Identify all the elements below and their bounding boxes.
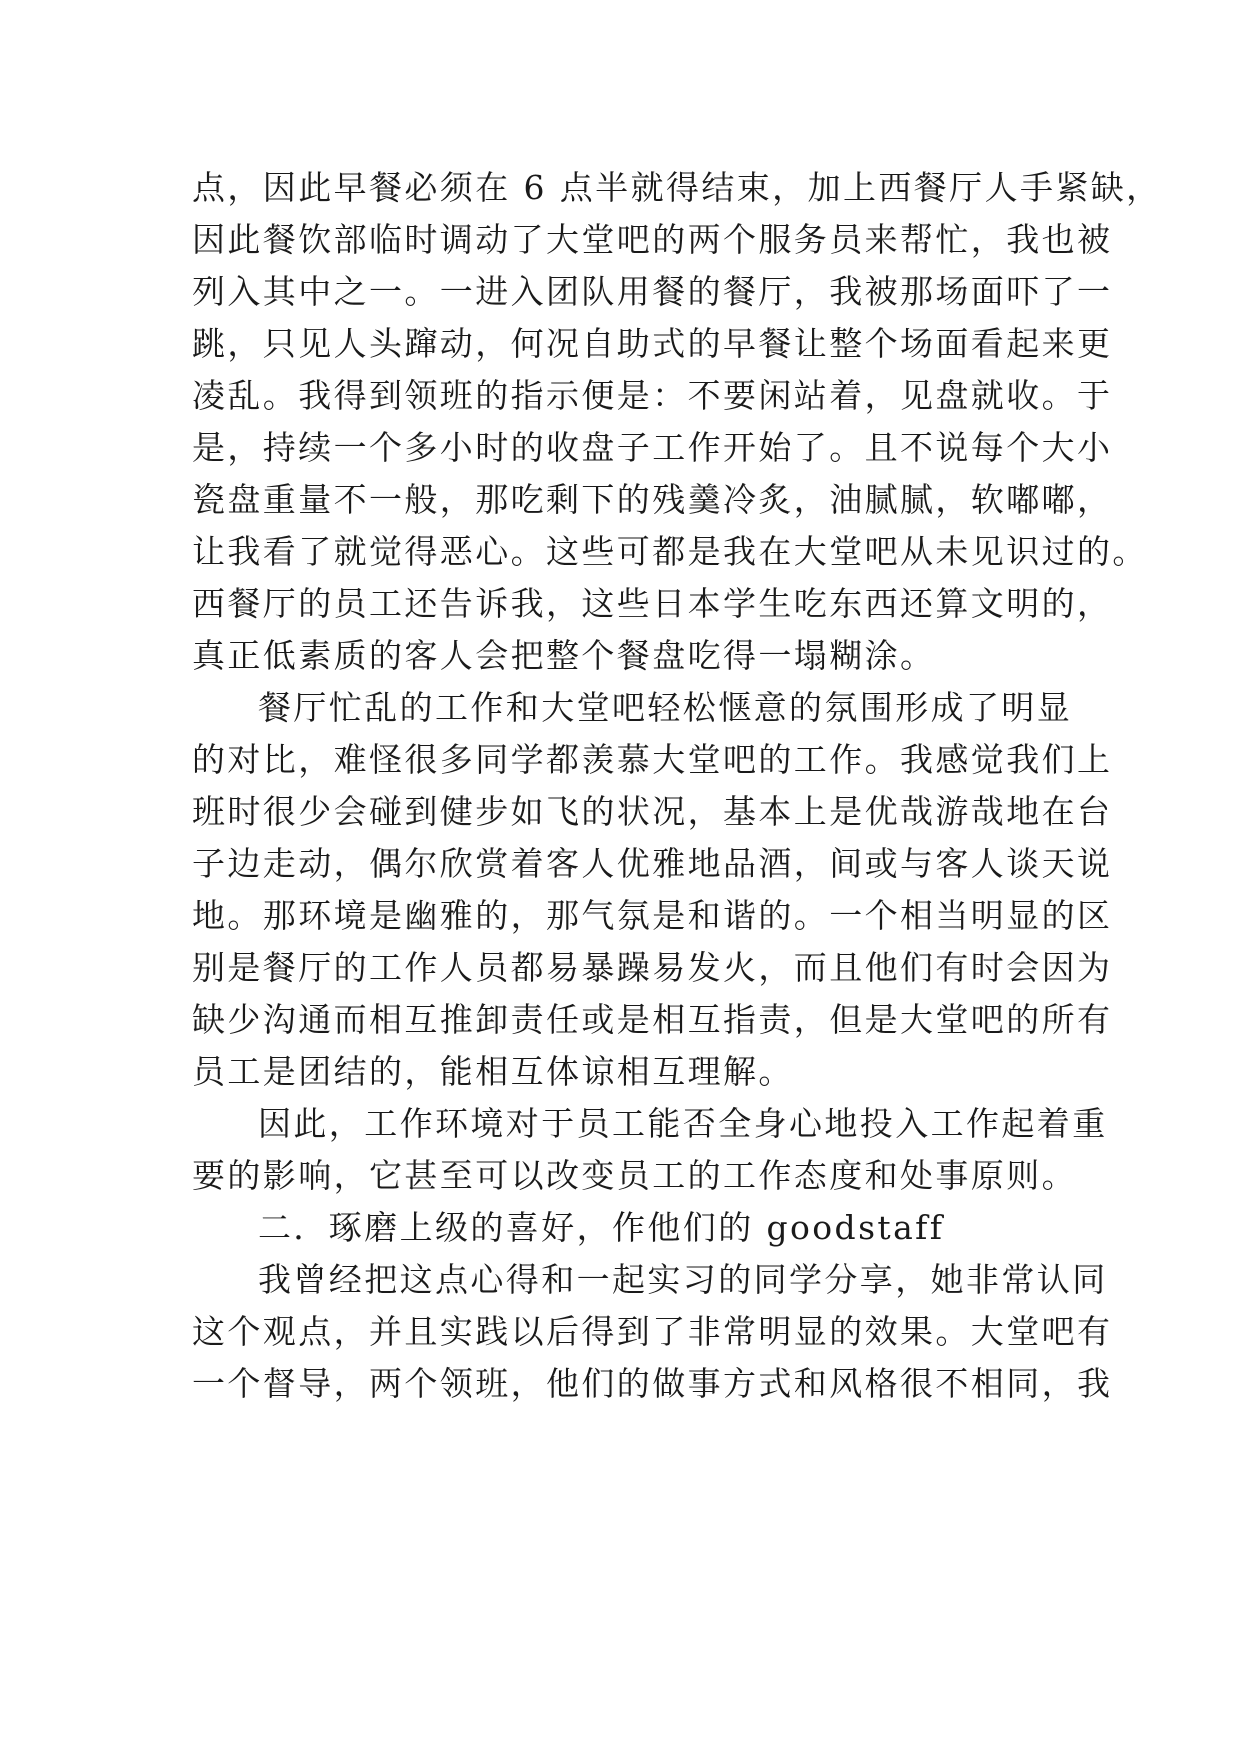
text-line-2: 因此餐饮部临时调动了大堂吧的两个服务员来帮忙，我也被 bbox=[192, 220, 1113, 259]
text-line-13: 班时很少会碰到健步如飞的状况，基本上是优哉游哉地在台 bbox=[192, 792, 1113, 831]
text-line-5: 凌乱。我得到领班的指示便是：不要闲站着，见盘就收。于 bbox=[192, 376, 1113, 415]
text-line-10: 真正低素质的客人会把整个餐盘吃得一塌糊涂。 bbox=[192, 636, 936, 675]
text-line-14: 子边走动，偶尔欣赏着客人优雅地品酒，间或与客人谈天说 bbox=[192, 844, 1113, 883]
text-line-9: 西餐厅的员工还告诉我，这些日本学生吃东西还算文明的， bbox=[192, 584, 1113, 623]
text-line-12: 的对比，难怪很多同学都羡慕大堂吧的工作。我感觉我们上 bbox=[192, 740, 1113, 779]
text-line-19: 因此，工作环境对于员工能否全身心地投入工作起着重 bbox=[258, 1104, 1108, 1143]
text-line-22: 我曾经把这点心得和一起实习的同学分享，她非常认同 bbox=[258, 1260, 1108, 1299]
text-line-18: 员工是团结的，能相互体谅相互理解。 bbox=[192, 1052, 794, 1091]
text-line-3: 列入其中之一。一进入团队用餐的餐厅，我被那场面吓了一 bbox=[192, 272, 1113, 311]
text-line-23: 这个观点，并且实践以后得到了非常明显的效果。大堂吧有 bbox=[192, 1312, 1113, 1351]
text-line-15: 地。那环境是幽雅的，那气氛是和谐的。一个相当明显的区 bbox=[192, 896, 1113, 935]
text-line-11: 餐厅忙乱的工作和大堂吧轻松惬意的氛围形成了明显 bbox=[258, 688, 1073, 727]
section-heading: 二．琢磨上级的喜好，作他们的 goodstaff bbox=[258, 1208, 945, 1247]
text-line-7: 瓷盘重量不一般，那吃剩下的残羹冷炙，油腻腻，软嘟嘟， bbox=[192, 480, 1113, 519]
text-line-6: 是，持续一个多小时的收盘子工作开始了。且不说每个大小 bbox=[192, 428, 1113, 467]
text-line-8: 让我看了就觉得恶心。这些可都是我在大堂吧从未见识过的。 bbox=[192, 532, 1148, 571]
body-text bbox=[192, 162, 1162, 1410]
text-line-16: 别是餐厅的工作人员都易暴躁易发火，而且他们有时会因为 bbox=[192, 948, 1113, 987]
text-line-20: 要的影响，它甚至可以改变员工的工作态度和处事原则。 bbox=[192, 1156, 1077, 1195]
text-line-17: 缺少沟通而相互推卸责任或是相互指责，但是大堂吧的所有 bbox=[192, 1000, 1113, 1039]
text-line-4: 跳，只见人头蹿动，何况自助式的早餐让整个场面看起来更 bbox=[192, 324, 1113, 363]
text-line-24: 一个督导，两个领班，他们的做事方式和风格很不相同，我 bbox=[192, 1364, 1113, 1403]
text-line-1: 点，因此早餐必须在 6 点半就得结束，加上西餐厅人手紧缺， bbox=[192, 168, 1162, 207]
